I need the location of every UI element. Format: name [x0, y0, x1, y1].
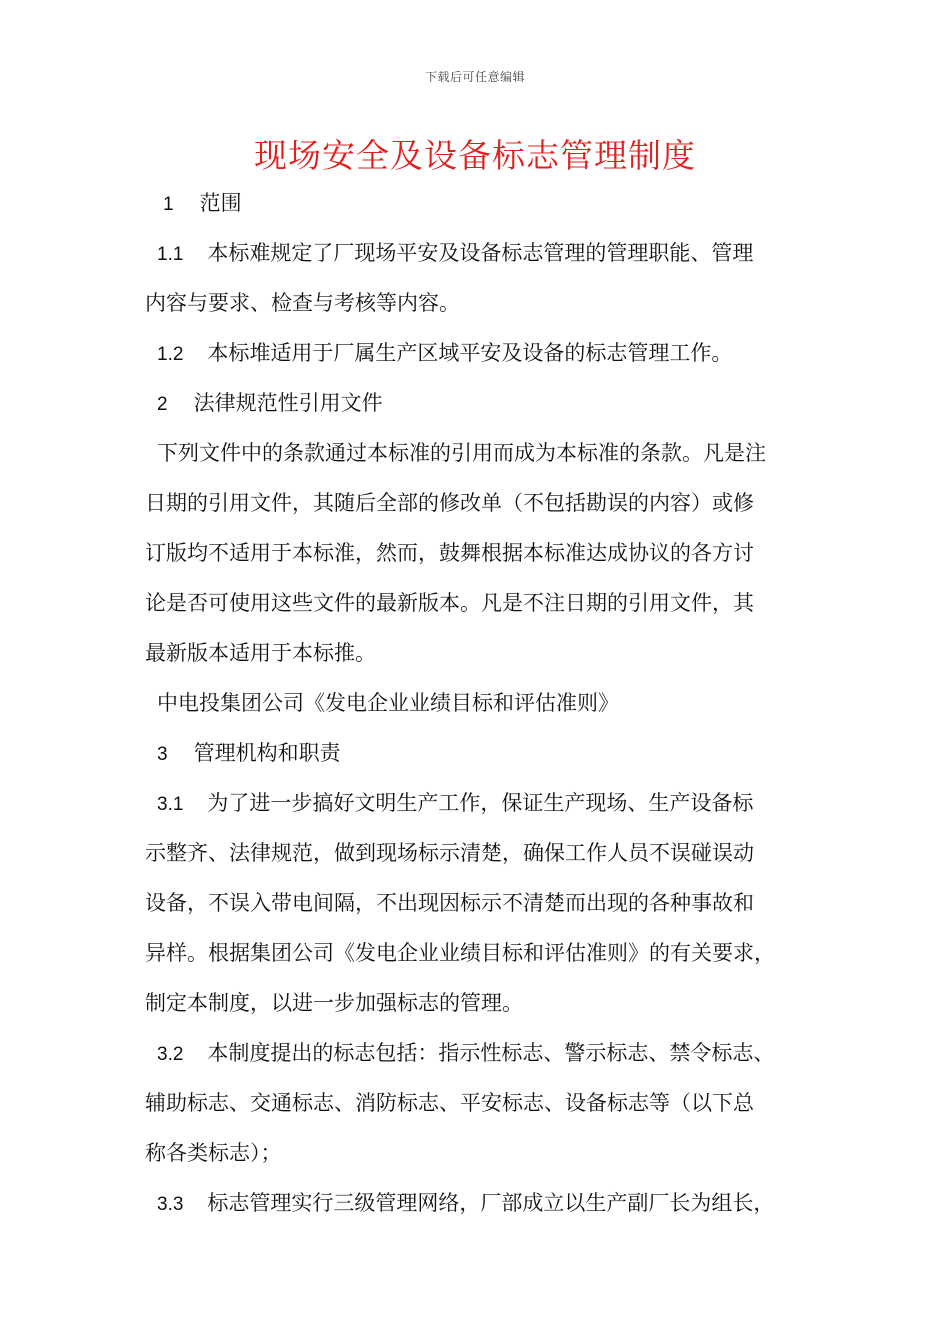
clause-3-3-line-1 [145, 1178, 835, 1228]
paragraph-line: 辅助标志、交通标志、消防标志、平安标志、设备标志等（以下总 [145, 1091, 754, 1115]
clause-text: 本标堆适用于厂属生产区域平安及设备的标志管理工作。 [207, 341, 733, 365]
section-3-heading [145, 728, 835, 778]
clause-number: 1.1 [157, 244, 184, 265]
clause-3-2-line-1 [145, 1028, 835, 1078]
clause-1-2 [145, 328, 835, 378]
clause-1-1-line-1 [145, 228, 835, 278]
reference-document: 中电投集团公司《发电企业业绩目标和评估准则》 [157, 691, 619, 715]
paragraph-line: 论是否可使用这些文件的最新版本。凡是不注日期的引用文件，其 [145, 591, 754, 615]
clause-1-1-line-2: 内容与要求、检查与考核等内容。 [145, 291, 460, 315]
clause-number: 3.2 [157, 1044, 184, 1065]
section-2-heading [145, 378, 835, 428]
paragraph-line: 称各类标志）； [145, 1141, 282, 1165]
paragraph-line: 日期的引用文件，其随后全部的修改单（不包括勘误的内容）或修 [145, 491, 754, 515]
clause-text: 本制度提出的标志包括：指示性标志、警示标志、禁令标志、 [207, 1041, 775, 1065]
paragraph-line: 制定本制度，以进一步加强标志的管理。 [145, 991, 523, 1015]
clause-number: 3.3 [157, 1194, 184, 1215]
document-body [145, 178, 835, 1228]
paragraph-line: 下列文件中的条款通过本标准的引用而成为本标准的条款。凡是注 [157, 441, 766, 465]
clause-3-1-line-1 [145, 778, 835, 828]
header-note: 下载后可任意编辑 [424, 70, 525, 84]
clause-text: 本标难规定了厂现场平安及设备标志管理的管理职能、管理 [207, 241, 754, 265]
clause-text: 标志管理实行三级管理网络，厂部成立以生产副厂长为组长， [207, 1191, 775, 1215]
clause-number: 3.1 [157, 794, 184, 815]
paragraph-line: 订版均不适用于本标淮，然而，鼓舞根据本标准达成协议的各方讨 [145, 541, 754, 565]
clause-text: 为了进一步搞好文明生产工作，保证生产现场、生产设备标 [207, 791, 754, 815]
section-heading-text: 范围 [199, 191, 242, 215]
paragraph-line: 异样。根据集团公司《发电企业业绩目标和评估准则》的有关要求， [145, 941, 775, 965]
section-heading-text: 管理机构和职责 [193, 741, 341, 765]
section-number: 3 [157, 744, 168, 765]
paragraph-line: 最新版本适用于本标推。 [145, 641, 376, 665]
section-heading-text: 法律规范性引用文件 [193, 391, 383, 415]
section-number: 1 [163, 194, 174, 215]
paragraph-line: 示整齐、法律规范，做到现场标示清楚，确保工作人员不误碰误动 [145, 841, 754, 865]
section-1-heading [145, 178, 835, 228]
paragraph-line: 设备，不误入带电间隔，不出现因标示不清楚而出现的各种事故和 [145, 891, 754, 915]
document-title: 现场安全及设备标志管理制度 [254, 136, 696, 175]
section-number: 2 [157, 394, 168, 415]
clause-number: 1.2 [157, 344, 184, 365]
